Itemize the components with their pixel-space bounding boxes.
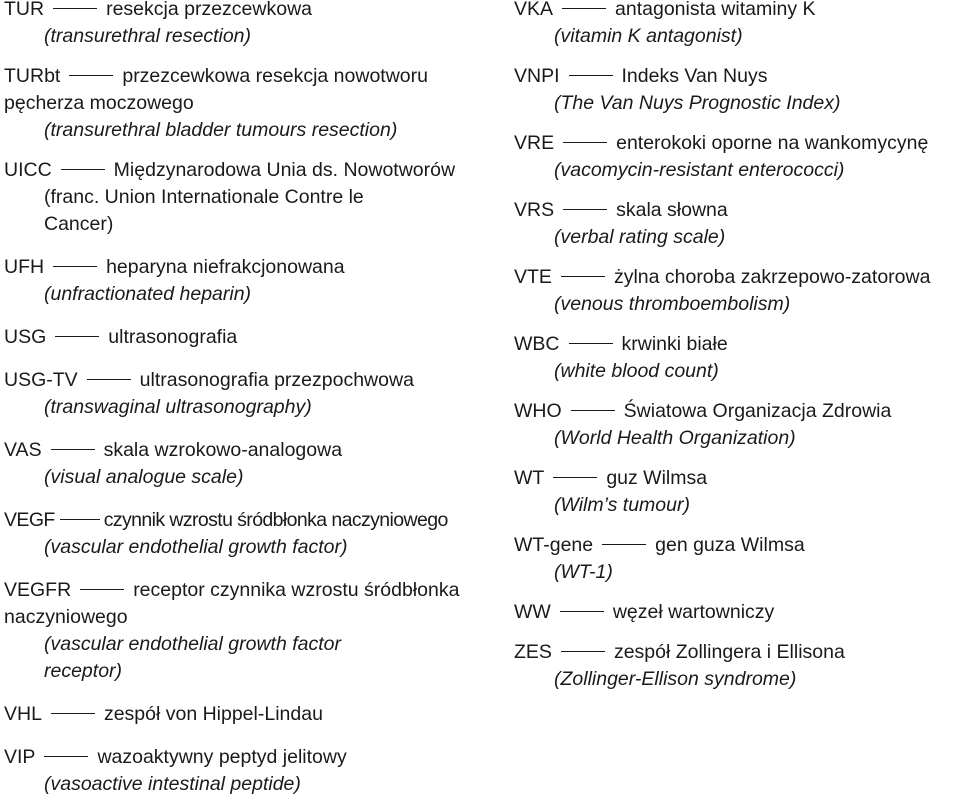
entry-definition: zespół Zollingera i Ellisona [613,641,845,663]
entry-translation: (The Van Nuys Prognostic Index) [554,92,841,114]
entry-translation: (visual analogue scale) [44,466,244,488]
entry-definition: zespół von Hippel-Lindau [103,703,323,725]
entry-definition: antagonista witaminy K [615,0,816,20]
em-dash [69,75,113,76]
entry-translation: (vascular endothelial growth factor receptor) [44,633,341,682]
em-dash [55,336,99,337]
glossary-column-right [514,0,958,706]
glossary-entry [514,398,958,452]
entry-definition: enterokoki oporne na wankomycynę [616,132,929,154]
entry-abbreviation: TUR [4,0,45,20]
entry-abbreviation: TURbt [4,65,61,87]
glossary-entry [514,331,958,385]
entry-definition: krwinki białe [621,333,728,355]
entry-translation: (vascular endothelial growth factor) [44,536,348,558]
entry-definition: czynnik wzrostu śródbłonka naczyniowego [103,509,448,531]
entry-definition: skala słowna [616,199,728,221]
entry-abbreviation: VTE [514,266,552,288]
entry-abbreviation: VAS [4,439,42,461]
em-dash [53,8,97,9]
entry-translation: (WT-1) [554,561,613,583]
entry-abbreviation: VEGFR [4,579,72,601]
entry-abbreviation: VEGF [4,509,55,531]
glossary-entry [514,532,958,586]
glossary-entry [4,701,484,728]
entry-abbreviation: VNPI [514,65,560,87]
entry-definition: guz Wilmsa [606,467,708,489]
glossary-entry [4,744,484,798]
em-dash [53,266,97,267]
em-dash [569,75,613,76]
entry-definition: żylna choroba zakrzepowo-zatorowa [613,266,931,288]
entry-abbreviation: ZES [514,641,552,663]
em-dash [561,276,605,277]
entry-abbreviation: USG [4,326,47,348]
glossary-entry [4,0,484,50]
entry-definition: ultrasonografia przezpochwowa [139,369,414,391]
em-dash [61,169,105,170]
em-dash [562,8,606,9]
entry-translation: (transurethral bladder tumours resection) [44,119,398,141]
entry-abbreviation: USG-TV [4,369,78,391]
entry-abbreviation: VKA [514,0,554,20]
em-dash [571,410,615,411]
entry-abbreviation: WHO [514,400,562,422]
em-dash [602,544,646,545]
entry-definition: Światowa Organizacja Zdrowia [623,400,892,422]
entry-abbreviation: VHL [4,703,42,725]
entry-definition: Indeks Van Nuys [621,65,768,87]
glossary-entry [514,0,958,50]
entry-definition: skala wzrokowo-analogowa [103,439,343,461]
glossary-entry [514,130,958,184]
em-dash [87,379,131,380]
em-dash [80,589,124,590]
glossary-entry [4,577,484,685]
entry-translation: (verbal rating scale) [554,226,726,248]
em-dash [560,611,604,612]
entry-abbreviation: WBC [514,333,560,355]
entry-translation: (Wilm’s tumour) [554,494,690,516]
glossary-entry [514,465,958,519]
entry-definition: węzeł wartowniczy [612,601,775,623]
entry-abbreviation: WT [514,467,545,489]
glossary-entry [4,63,484,144]
entry-definition: przezcewkowa resekcja nowotworu pęcherza moczowego [4,65,428,114]
entry-translation: (white blood count) [554,360,719,382]
entry-translation: (Zollinger-Ellison syndrome) [554,668,797,690]
glossary-entry [4,254,484,308]
glossary-entry [4,507,484,561]
entry-abbreviation: VRE [514,132,555,154]
entry-translation: (World Health Organization) [554,427,796,449]
glossary-entry [4,324,484,351]
glossary-entry [4,367,484,421]
em-dash [563,209,607,210]
entry-translation: (vasoactive intestinal peptide) [44,773,301,795]
em-dash [561,651,605,652]
glossary-entry [4,437,484,491]
glossary-entry [514,264,958,318]
entry-translation: (venous thromboembolism) [554,293,791,315]
em-dash [51,713,95,714]
glossary-entry [4,157,484,238]
entry-translation: (franc. Union Internationale Contre le Cancer) [44,186,364,235]
entry-definition: receptor czynnika wzrostu śródbłonka naczyniowego [4,579,460,628]
entry-abbreviation: VIP [4,746,36,768]
glossary-column-left [4,0,484,811]
entry-definition: resekcja przezcewkowa [106,0,312,20]
entry-translation: (vitamin K antagonist) [554,25,743,47]
glossary-entry [514,63,958,117]
em-dash [553,477,597,478]
entry-abbreviation: UFH [4,256,45,278]
entry-abbreviation: WW [514,601,551,623]
glossary-entry [514,197,958,251]
entry-definition: heparyna niefrakcjonowana [106,256,345,278]
glossary-entry [514,599,958,626]
entry-abbreviation: WT-gene [514,534,594,556]
em-dash [44,756,88,757]
em-dash [60,519,100,520]
entry-definition: Międzynarodowa Unia ds. Nowotworów [113,159,456,181]
entry-definition: wazoaktywny peptyd jelitowy [97,746,347,768]
em-dash [51,449,95,450]
entry-abbreviation: VRS [514,199,555,221]
entry-definition: ultrasonografia [108,326,238,348]
entry-translation: (unfractionated heparin) [44,283,252,305]
entry-translation: (transwaginal ultrasonography) [44,396,312,418]
entry-abbreviation: UICC [4,159,52,181]
entry-definition: gen guza Wilmsa [655,534,805,556]
entry-translation: (transurethral resection) [44,25,251,47]
entry-translation: (vacomycin-resistant enterococci) [554,159,845,181]
em-dash [563,142,607,143]
glossary-entry [514,639,958,693]
em-dash [569,343,613,344]
